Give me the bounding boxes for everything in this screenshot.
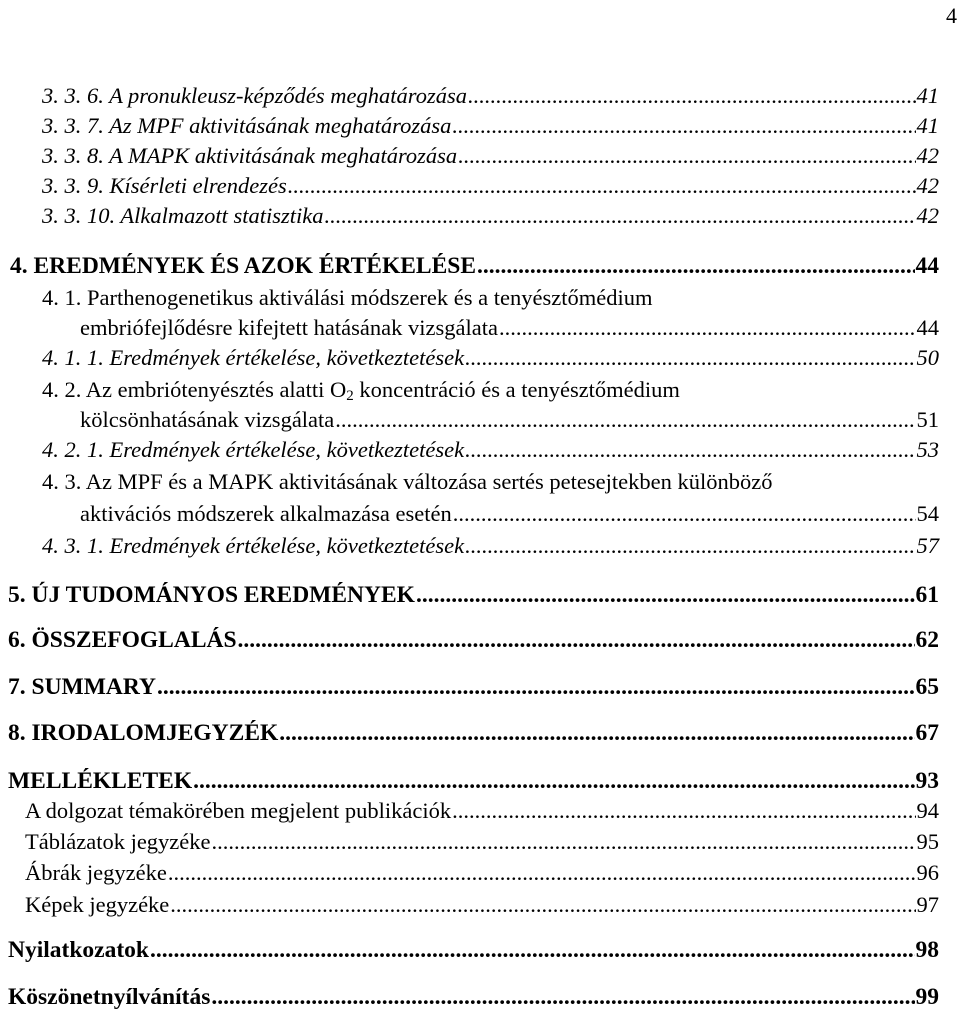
toc-number: 3. 3. 9.	[42, 173, 104, 198]
toc-entry-4-1-1[interactable]	[42, 343, 939, 373]
toc-leader	[416, 580, 915, 610]
toc-title: EREDMÉNYEK ÉS AZOK ÉRTÉKELÉSE	[33, 253, 477, 279]
toc-leader	[452, 111, 915, 141]
toc-title: Köszönetnyílvánítás	[8, 984, 211, 1010]
toc-title: embriófejlődésre kifejtett hatásának vizsgálata	[80, 315, 498, 340]
toc-page: 42	[916, 143, 939, 168]
toc-leader	[150, 935, 915, 965]
toc-number: 4.	[10, 253, 28, 279]
toc-title: SUMMARY	[31, 674, 156, 700]
toc-subscript: 2	[346, 388, 354, 404]
toc-title: Képek jegyzéke	[25, 892, 170, 917]
toc-entry-4-2-line2[interactable]	[80, 405, 939, 435]
toc-entry-3-3-8[interactable]	[42, 141, 939, 171]
toc-page: 61	[915, 582, 939, 608]
toc-page: 42	[916, 203, 939, 228]
toc-page: 99	[915, 984, 939, 1010]
toc-leader	[477, 251, 914, 281]
toc-entry-4-2-line1[interactable]	[42, 375, 680, 405]
toc-entry-4[interactable]	[10, 251, 939, 281]
toc-number: 4. 1. 1.	[42, 345, 104, 370]
toc-number: 4. 2.	[42, 377, 82, 402]
toc-leader	[458, 141, 915, 171]
toc-title: Alkalmazott statisztika	[120, 203, 324, 228]
toc-page: 95	[916, 829, 939, 854]
toc-title: A MAPK aktivitásának meghatározása	[109, 143, 458, 168]
toc-entry-koszonetnyilvanitas[interactable]	[8, 982, 939, 1012]
toc-leader	[465, 435, 915, 465]
toc-page: 50	[916, 345, 939, 370]
toc-entry-3-3-9[interactable]	[42, 171, 939, 201]
toc-title: Parthenogenetikus aktiválási módszerek és a tenyésztőmédium	[87, 285, 653, 310]
toc-leader	[453, 499, 916, 529]
toc-entry-abrak[interactable]	[25, 858, 939, 888]
toc-page: 54	[916, 501, 939, 526]
toc-page: 65	[915, 674, 939, 700]
toc-entry-4-3-line1[interactable]	[42, 467, 772, 497]
toc-leader	[193, 766, 914, 796]
toc-title: IRODALOMJEGYZÉK	[31, 720, 279, 746]
toc-leader	[465, 343, 915, 373]
toc-title: aktivációs módszerek alkalmazása esetén	[80, 501, 452, 526]
toc-title: Eredmények értékelése, következtetések	[109, 533, 465, 558]
toc-leader	[168, 858, 916, 888]
toc-entry-3-3-6[interactable]	[42, 81, 939, 111]
toc-entry-4-3-line2[interactable]	[80, 499, 939, 529]
toc-leader	[335, 405, 915, 435]
toc-number: 3. 3. 10.	[42, 203, 116, 228]
toc-number: 8.	[8, 720, 26, 746]
toc-page: 44	[915, 253, 939, 279]
toc-leader	[452, 796, 915, 826]
toc-entry-mellekletek[interactable]	[8, 766, 939, 796]
toc-entry-4-3-1[interactable]	[42, 531, 939, 561]
toc-entry-4-1-line1[interactable]	[42, 283, 652, 313]
page-number: 4	[946, 3, 957, 28]
toc-leader	[499, 313, 916, 343]
toc-title: Táblázatok jegyzéke	[25, 829, 211, 854]
toc-title: kölcsönhatásának vizsgálata	[80, 407, 335, 432]
toc-page: 93	[915, 768, 939, 794]
toc-leader	[238, 625, 915, 655]
toc-page: 44	[916, 315, 939, 340]
toc-leader	[288, 171, 916, 201]
toc-leader	[279, 718, 914, 748]
toc-title: Az MPF és a MAPK aktivitásának változása sertés petesejtekben különböző	[85, 469, 773, 494]
toc-page: 53	[916, 437, 939, 462]
toc-entry-publikaciok[interactable]	[25, 796, 939, 826]
toc-entry-3-3-7[interactable]	[42, 111, 939, 141]
toc-title: Ábrák jegyzéke	[25, 860, 167, 885]
toc-page: 62	[915, 627, 939, 653]
toc-entry-8[interactable]	[8, 718, 939, 748]
toc-number: 3. 3. 7.	[42, 113, 104, 138]
toc-title: A pronukleusz-képződés meghatározása	[109, 83, 467, 108]
toc-title: Nyilatkozatok	[8, 937, 149, 963]
toc-title: Az MPF aktivitásának meghatározása	[109, 113, 452, 138]
toc-number: 4. 3. 1.	[42, 533, 104, 558]
toc-leader	[465, 531, 915, 561]
toc-number: 3. 3. 8.	[42, 143, 104, 168]
toc-leader	[468, 81, 916, 111]
toc-title: MELLÉKLETEK	[8, 768, 193, 794]
toc-leader	[170, 890, 915, 920]
toc-page: 98	[915, 937, 939, 963]
toc-page: 57	[916, 533, 939, 558]
toc-leader	[324, 201, 915, 231]
toc-entry-3-3-10[interactable]	[42, 201, 939, 231]
toc-entry-tablazatok[interactable]	[25, 827, 939, 857]
toc-entry-4-1-line2[interactable]	[80, 313, 939, 343]
toc-page: 94	[916, 798, 939, 823]
toc-leader	[212, 827, 916, 857]
toc-title: Eredmények értékelése, következtetések	[109, 345, 465, 370]
toc-entry-nyilatkozatok[interactable]	[8, 935, 939, 965]
toc-page: 41	[916, 113, 939, 138]
toc-entry-4-2-1[interactable]	[42, 435, 939, 465]
toc-page: 51	[916, 407, 939, 432]
toc-title-part: koncentráció és a tenyésztőmédium	[353, 377, 680, 402]
toc-title-part: Az embriótenyésztés alatti O	[85, 377, 347, 402]
toc-entry-kepek[interactable]	[25, 890, 939, 920]
toc-number: 7.	[8, 674, 26, 700]
toc-number: 4. 2. 1.	[42, 437, 104, 462]
toc-leader	[157, 672, 915, 702]
toc-entry-7[interactable]	[8, 672, 939, 702]
toc-title: A dolgozat témakörében megjelent publikációk	[25, 798, 452, 823]
toc-title: ÖSSZEFOGLALÁS	[31, 627, 237, 653]
toc-number: 5.	[8, 582, 26, 608]
toc-page: 42	[916, 173, 939, 198]
toc-number: 4. 1.	[42, 285, 82, 310]
toc-title: Eredmények értékelése, következtetések	[109, 437, 465, 462]
toc-title: ÚJ TUDOMÁNYOS EREDMÉNYEK	[31, 582, 415, 608]
toc-title: Kísérleti elrendezés	[109, 173, 287, 198]
toc-page: 97	[916, 892, 939, 917]
toc-page: 67	[915, 720, 939, 746]
toc-number: 3. 3. 6.	[42, 83, 104, 108]
toc-entry-6[interactable]	[8, 625, 939, 655]
toc-page: 41	[916, 83, 939, 108]
toc-number: 4. 3.	[42, 469, 82, 494]
toc-number: 6.	[8, 627, 26, 653]
toc-page: 96	[916, 860, 939, 885]
toc-entry-5[interactable]	[8, 580, 939, 610]
toc-leader	[211, 982, 914, 1012]
